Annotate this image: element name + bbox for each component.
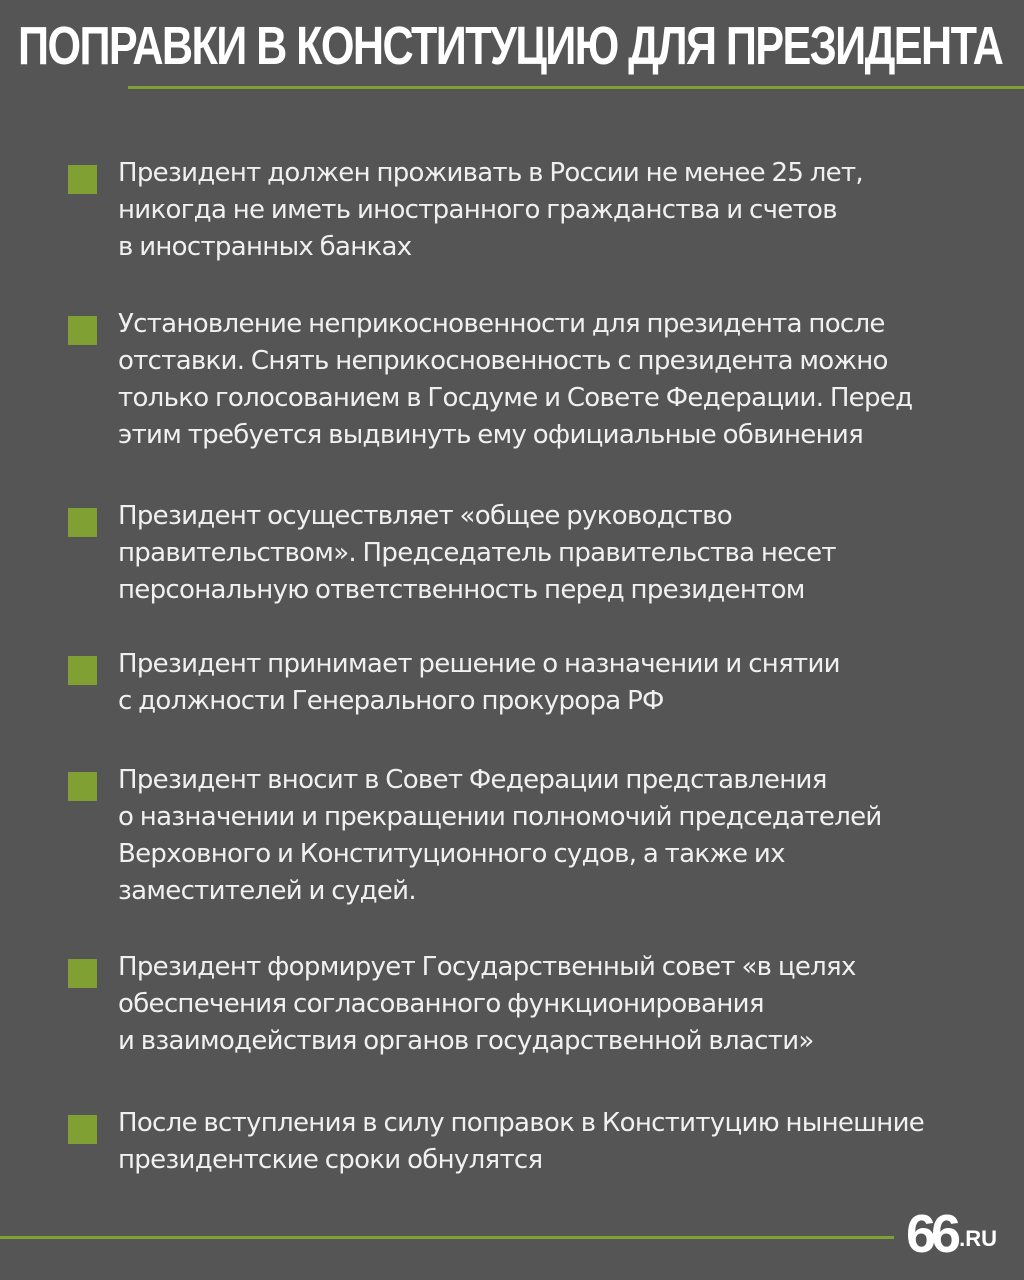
logo-number: 66 [906, 1204, 957, 1264]
square-bullet-icon [68, 959, 97, 988]
list-item-text: Президент вносит в Совет Федерации представления о назначении и прекращении полномочий председателей Верховного и Конституционного судов, а также их заместителей и судей. [118, 765, 882, 906]
list-item-text: Президент осуществляет «общее руководство правительством». Председатель правительства несет персональную ответственность перед президентом [118, 501, 836, 605]
list-item-text: Президент должен проживать в России не менее 25 лет, никогда не иметь иностранного гражданства и счетов в иностранных банках [118, 158, 863, 262]
logo-suffix: .RU [959, 1226, 997, 1251]
footer-divider [0, 1236, 894, 1239]
list-item-text: Президент принимает решение о назначении и снятии с должности Генерального прокурора РФ [118, 649, 840, 716]
square-bullet-icon [68, 316, 97, 345]
site-logo [906, 1204, 997, 1264]
square-bullet-icon [68, 656, 97, 685]
page-title: ПОПРАВКИ В КОНСТИТУЦИЮ ДЛЯ ПРЕЗИДЕНТА [18, 16, 1003, 76]
square-bullet-icon [68, 772, 97, 801]
square-bullet-icon [68, 1115, 97, 1144]
square-bullet-icon [68, 508, 97, 537]
square-bullet-icon [68, 165, 97, 194]
list-item-text: Президент формирует Государственный совет «в целях обеспечения согласованного функционирования и взаимодействия органов государственной власти» [118, 952, 856, 1056]
list-item-text: После вступления в силу поправок в Конституцию нынешние президентские сроки обнулятся [118, 1108, 925, 1175]
list-item-text: Установление неприкосновенности для президента после отставки. Снять неприкосновенность с президента можно только голосованием в Госдуме и Совете Федерации. Перед этим требуется выдвинуть ему официальные обвинения [118, 309, 913, 450]
title-underline [128, 86, 1024, 89]
